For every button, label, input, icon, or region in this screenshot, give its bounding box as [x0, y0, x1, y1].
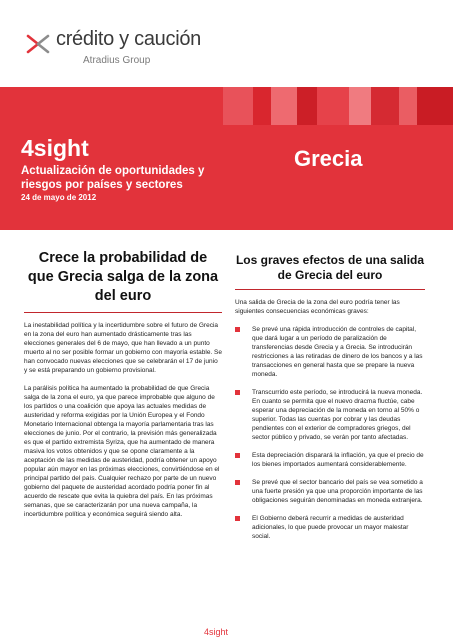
heading-divider	[24, 312, 222, 313]
footer-brand: 4sight	[204, 627, 229, 637]
left-column	[24, 249, 222, 528]
right-column	[235, 253, 425, 550]
bullet-square-icon	[235, 327, 240, 332]
banner-pattern	[223, 87, 453, 125]
list-item: Se prevé una rápida introducción de controles de capital, que dará lugar a un período de paralización de transferencias desde Grecia y a Grecia. Se introducirán restricciones a las retiradas de dinero de los bancos y a las transacciones en general hasta que se prepare la nueva moneda.	[235, 325, 425, 379]
logo-name: crédito y caución	[56, 28, 201, 50]
bullet-square-icon	[235, 516, 240, 521]
list-item: Transcurrido este período, se introducirá la nueva moneda. En cuanto se permita que el nuevo dracma fluctúe, cabe esperar una depreciación de la moneda en torno al 50% o superior. Todas las cuentas por cobrar y las deudas pendientes con el exterior de compradores griegos, del sector público y privado, se verán por tanto afectadas.	[235, 388, 425, 442]
logo-subtitle: Atradius Group	[83, 55, 151, 66]
company-logo	[26, 26, 246, 70]
left-paragraph: La inestabilidad política y la incertidumbre sobre el futuro de Grecia en la zona del euro han aumentado drásticamente tras las elecciones generales del 6 de mayo, que han llevado a un punto muerto al no ser posible formar un gobierno con mayoría estable. Se han convocado nuevas elecciones que se celebrarán el 17 de junio y se está preparando un gobierno provisional.	[24, 322, 222, 374]
heading-divider	[235, 289, 425, 290]
publication-subtitle: Actualización de oportunidades y riesgos por países y sectores	[21, 165, 205, 191]
right-intro: Una salida de Grecia de la zona del euro podría tener las siguientes consecuencias económicas graves:	[235, 299, 400, 315]
arrows-logo-icon	[26, 32, 50, 56]
bullet-square-icon	[235, 480, 240, 485]
list-item: Se prevé que el sector bancario del país se vea sometido a una fuerte presión ya que una proporción importante de las obligaciones seguirán denominadas en moneda extranjera.	[235, 478, 425, 505]
title-banner	[0, 87, 453, 230]
list-item: Esta depreciación disparará la inflación, ya que el precio de los bienes importados aumentará considerablemente.	[235, 451, 425, 469]
publication-date: 24 de mayo de 2012	[21, 193, 97, 202]
publication-title: 4sight	[21, 135, 89, 161]
bullet-square-icon	[235, 390, 240, 395]
list-item: El Gobierno deberá recurrir a medidas de austeridad adicionales, lo que puede provocar un mayor malestar social.	[235, 514, 425, 541]
left-paragraph: La parálisis política ha aumentado la probabilidad de que Grecia salga de la zona el euro, ya que parece improbable que alguno de los partidos o una coalición que apoya las actuales medidas de austeridad y reforma exigidas por la Unión Europea y el Fondo Monetario Internacional obtenga la mayoría parlamentaria tras las elecciones de junio. Por el contrario, la previsión más generalizada es que el partido extremista Syriza, que ha aumentado de manera masiva los votos obtenidos y que se opone claramente a la aceptación de las medidas de austeridad, podría obtener un apoyo popular aún mayor en las próximas elecciones, convirtiéndose en el principal partido del país. Cualquier rechazo por parte de un nuevo gobierno del paquete de austeridad acordado podría poner fin al acuerdo de rescate que evita la quiebra del país. En las próximas semanas, que se caracterizarán por una nueva campaña, la incertidumbre política y económica seguirá siendo alta.	[24, 385, 220, 518]
bullet-square-icon	[235, 453, 240, 458]
left-heading: Crece la probabilidad de que Grecia salga de la zona del euro	[27, 250, 219, 304]
country-name: Grecia	[294, 146, 363, 171]
right-heading: Los graves efectos de una salida de Grecia del euro	[235, 253, 425, 282]
consequences-list	[235, 325, 425, 541]
